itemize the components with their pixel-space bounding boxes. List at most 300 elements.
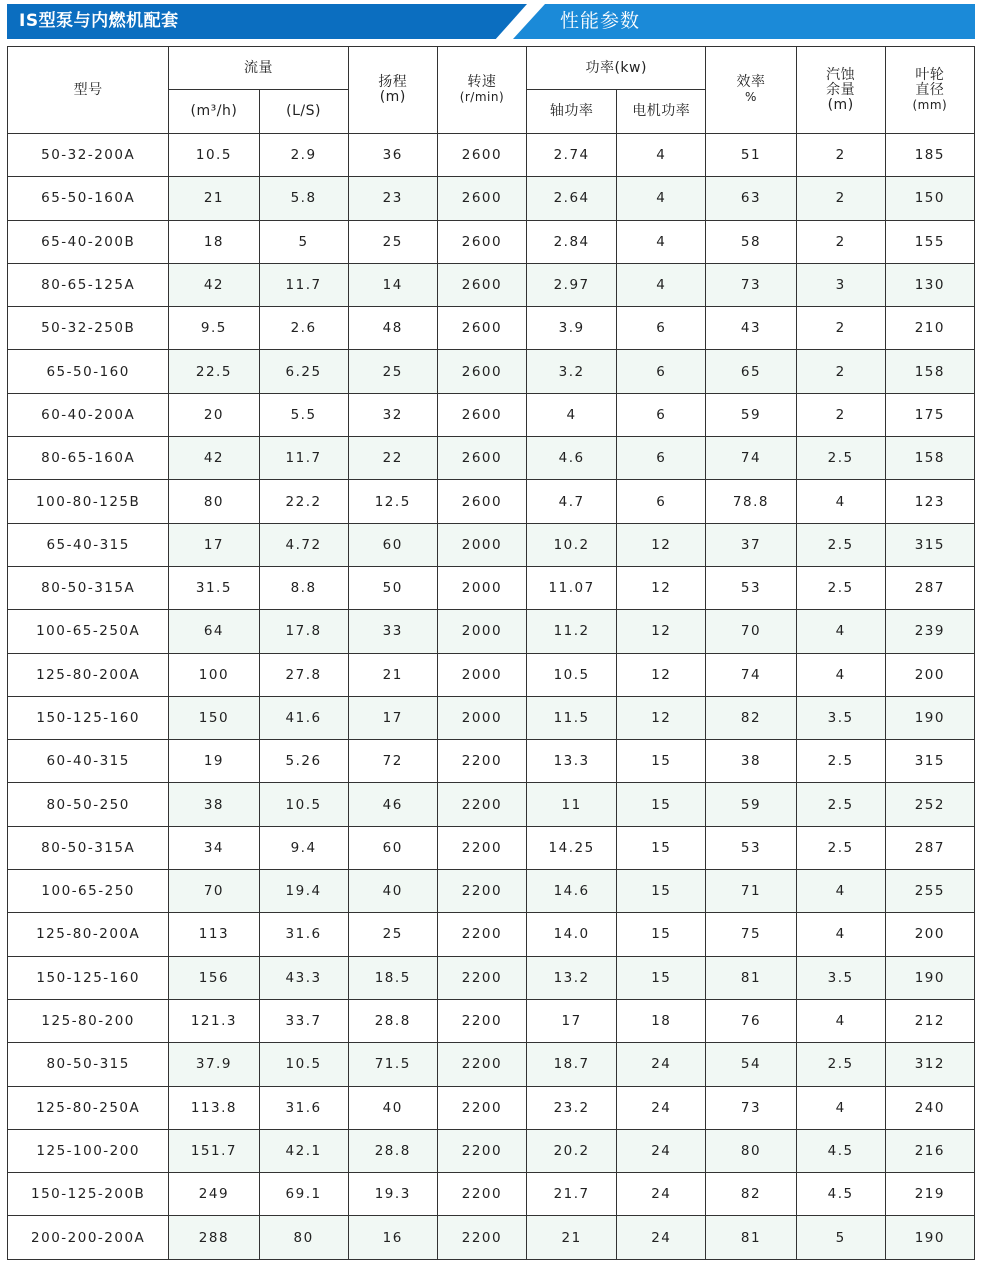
- cell-flow-ls: 19.4: [259, 870, 348, 913]
- cell-model: 125-100-200: [8, 1129, 169, 1172]
- cell-shaft-power: 11.07: [527, 566, 617, 609]
- cell-flow-m3h: 156: [169, 956, 259, 999]
- cell-speed: 2200: [437, 1086, 526, 1129]
- cell-efficiency: 81: [706, 956, 796, 999]
- cell-model: 80-50-250: [8, 783, 169, 826]
- cell-shaft-power: 2.64: [527, 177, 617, 220]
- cell-speed: 2200: [437, 956, 526, 999]
- table-row: [8, 523, 975, 566]
- cell-shaft-power: 10.5: [527, 653, 617, 696]
- cell-speed: 2600: [437, 134, 526, 177]
- cell-npsh: 2.5: [796, 437, 885, 480]
- cell-speed: 2000: [437, 696, 526, 739]
- cell-flow-ls: 31.6: [259, 913, 348, 956]
- cell-flow-ls: 5.8: [259, 177, 348, 220]
- cell-impeller-diameter: 315: [885, 740, 974, 783]
- cell-impeller-diameter: 190: [885, 696, 974, 739]
- cell-impeller-diameter: 123: [885, 480, 974, 523]
- cell-shaft-power: 4: [527, 393, 617, 436]
- cell-efficiency: 73: [706, 1086, 796, 1129]
- cell-flow-m3h: 151.7: [169, 1129, 259, 1172]
- cell-speed: 2000: [437, 610, 526, 653]
- cell-impeller-diameter: 210: [885, 307, 974, 350]
- cell-efficiency: 70: [706, 610, 796, 653]
- cell-head: 19.3: [348, 1173, 437, 1216]
- table-row: [8, 1216, 975, 1259]
- cell-flow-ls: 10.5: [259, 783, 348, 826]
- cell-model: 80-65-125A: [8, 263, 169, 306]
- cell-motor-power: 15: [617, 870, 706, 913]
- cell-flow-m3h: 100: [169, 653, 259, 696]
- cell-flow-ls: 5.5: [259, 393, 348, 436]
- cell-efficiency: 74: [706, 653, 796, 696]
- cell-shaft-power: 21: [527, 1216, 617, 1259]
- cell-head: 18.5: [348, 956, 437, 999]
- cell-impeller-diameter: 200: [885, 653, 974, 696]
- cell-impeller-diameter: 150: [885, 177, 974, 220]
- cell-speed: 2600: [437, 393, 526, 436]
- cell-speed: 2200: [437, 870, 526, 913]
- cell-flow-ls: 11.7: [259, 263, 348, 306]
- cell-efficiency: 37: [706, 523, 796, 566]
- cell-model: 200-200-200A: [8, 1216, 169, 1259]
- cell-motor-power: 6: [617, 480, 706, 523]
- table-row: [8, 220, 975, 263]
- cell-impeller-diameter: 185: [885, 134, 974, 177]
- cell-npsh: 4: [796, 913, 885, 956]
- cell-shaft-power: 2.97: [527, 263, 617, 306]
- cell-flow-ls: 43.3: [259, 956, 348, 999]
- cell-npsh: 4.5: [796, 1173, 885, 1216]
- cell-efficiency: 75: [706, 913, 796, 956]
- cell-speed: 2200: [437, 1173, 526, 1216]
- cell-impeller-diameter: 130: [885, 263, 974, 306]
- cell-npsh: 4: [796, 870, 885, 913]
- cell-model: 80-65-160A: [8, 437, 169, 480]
- cell-head: 12.5: [348, 480, 437, 523]
- header-npsh: 汽蚀 余量 (m): [796, 47, 885, 134]
- cell-model: 60-40-200A: [8, 393, 169, 436]
- cell-flow-ls: 22.2: [259, 480, 348, 523]
- cell-head: 36: [348, 134, 437, 177]
- cell-model: 150-125-160: [8, 696, 169, 739]
- cell-model: 80-50-315A: [8, 566, 169, 609]
- cell-motor-power: 15: [617, 783, 706, 826]
- table-body: [8, 134, 975, 1260]
- cell-speed: 2200: [437, 1216, 526, 1259]
- cell-flow-m3h: 17: [169, 523, 259, 566]
- cell-motor-power: 12: [617, 696, 706, 739]
- cell-speed: 2600: [437, 350, 526, 393]
- cell-shaft-power: 11.2: [527, 610, 617, 653]
- cell-flow-m3h: 9.5: [169, 307, 259, 350]
- performance-table: [7, 46, 975, 1260]
- cell-speed: 2600: [437, 220, 526, 263]
- cell-impeller-diameter: 315: [885, 523, 974, 566]
- cell-flow-m3h: 42: [169, 263, 259, 306]
- cell-head: 28.8: [348, 999, 437, 1042]
- cell-model: 60-40-315: [8, 740, 169, 783]
- cell-motor-power: 15: [617, 826, 706, 869]
- cell-head: 22: [348, 437, 437, 480]
- cell-shaft-power: 3.2: [527, 350, 617, 393]
- cell-shaft-power: 11: [527, 783, 617, 826]
- table-row: [8, 610, 975, 653]
- cell-flow-ls: 17.8: [259, 610, 348, 653]
- cell-speed: 2200: [437, 826, 526, 869]
- table-row: [8, 350, 975, 393]
- table-header: [8, 47, 975, 134]
- cell-efficiency: 53: [706, 566, 796, 609]
- cell-npsh: 4: [796, 999, 885, 1042]
- cell-flow-m3h: 64: [169, 610, 259, 653]
- cell-npsh: 3.5: [796, 956, 885, 999]
- cell-shaft-power: 20.2: [527, 1129, 617, 1172]
- cell-impeller-diameter: 212: [885, 999, 974, 1042]
- table-row: [8, 740, 975, 783]
- cell-efficiency: 58: [706, 220, 796, 263]
- table-row: [8, 999, 975, 1042]
- cell-head: 16: [348, 1216, 437, 1259]
- cell-shaft-power: 23.2: [527, 1086, 617, 1129]
- header-banner: [7, 4, 975, 39]
- cell-motor-power: 24: [617, 1173, 706, 1216]
- cell-shaft-power: 18.7: [527, 1043, 617, 1086]
- table-row: [8, 1086, 975, 1129]
- cell-flow-ls: 33.7: [259, 999, 348, 1042]
- cell-head: 25: [348, 913, 437, 956]
- cell-shaft-power: 13.3: [527, 740, 617, 783]
- cell-head: 60: [348, 826, 437, 869]
- cell-flow-ls: 6.25: [259, 350, 348, 393]
- cell-motor-power: 4: [617, 263, 706, 306]
- cell-model: 125-80-200A: [8, 653, 169, 696]
- cell-npsh: 4: [796, 653, 885, 696]
- header-speed: 转速 (r/min): [437, 47, 526, 134]
- cell-speed: 2200: [437, 740, 526, 783]
- cell-model: 100-80-125B: [8, 480, 169, 523]
- cell-flow-m3h: 34: [169, 826, 259, 869]
- table-row: [8, 263, 975, 306]
- cell-model: 100-65-250A: [8, 610, 169, 653]
- cell-speed: 2000: [437, 653, 526, 696]
- cell-model: 65-40-200B: [8, 220, 169, 263]
- table-row: [8, 307, 975, 350]
- cell-efficiency: 38: [706, 740, 796, 783]
- cell-model: 150-125-200B: [8, 1173, 169, 1216]
- cell-impeller-diameter: 287: [885, 566, 974, 609]
- cell-motor-power: 4: [617, 220, 706, 263]
- cell-impeller-diameter: 155: [885, 220, 974, 263]
- cell-motor-power: 15: [617, 913, 706, 956]
- cell-npsh: 2.5: [796, 566, 885, 609]
- table-row: [8, 1043, 975, 1086]
- cell-speed: 2600: [437, 437, 526, 480]
- cell-head: 46: [348, 783, 437, 826]
- header-flow-m3h: (m³/h): [169, 90, 259, 134]
- cell-head: 40: [348, 870, 437, 913]
- cell-flow-m3h: 121.3: [169, 999, 259, 1042]
- cell-efficiency: 51: [706, 134, 796, 177]
- cell-efficiency: 63: [706, 177, 796, 220]
- cell-model: 50-32-250B: [8, 307, 169, 350]
- cell-shaft-power: 2.84: [527, 220, 617, 263]
- cell-head: 71.5: [348, 1043, 437, 1086]
- cell-motor-power: 24: [617, 1086, 706, 1129]
- cell-flow-ls: 4.72: [259, 523, 348, 566]
- cell-speed: 2200: [437, 913, 526, 956]
- header-impeller: 叶轮 直径 (mm): [885, 47, 974, 134]
- table-row: [8, 134, 975, 177]
- cell-flow-m3h: 18: [169, 220, 259, 263]
- cell-impeller-diameter: 216: [885, 1129, 974, 1172]
- cell-shaft-power: 14.0: [527, 913, 617, 956]
- cell-flow-m3h: 37.9: [169, 1043, 259, 1086]
- cell-head: 17: [348, 696, 437, 739]
- cell-npsh: 2.5: [796, 740, 885, 783]
- cell-motor-power: 24: [617, 1043, 706, 1086]
- table-row: [8, 870, 975, 913]
- cell-shaft-power: 2.74: [527, 134, 617, 177]
- cell-impeller-diameter: 312: [885, 1043, 974, 1086]
- cell-efficiency: 53: [706, 826, 796, 869]
- cell-impeller-diameter: 190: [885, 956, 974, 999]
- cell-motor-power: 4: [617, 177, 706, 220]
- cell-flow-ls: 69.1: [259, 1173, 348, 1216]
- cell-npsh: 2: [796, 220, 885, 263]
- cell-flow-ls: 8.8: [259, 566, 348, 609]
- cell-npsh: 5: [796, 1216, 885, 1259]
- cell-impeller-diameter: 255: [885, 870, 974, 913]
- cell-model: 125-80-200: [8, 999, 169, 1042]
- cell-flow-ls: 2.9: [259, 134, 348, 177]
- cell-flow-ls: 11.7: [259, 437, 348, 480]
- cell-efficiency: 74: [706, 437, 796, 480]
- cell-model: 80-50-315: [8, 1043, 169, 1086]
- cell-flow-m3h: 249: [169, 1173, 259, 1216]
- cell-motor-power: 12: [617, 566, 706, 609]
- cell-head: 23: [348, 177, 437, 220]
- cell-flow-m3h: 22.5: [169, 350, 259, 393]
- cell-model: 50-32-200A: [8, 134, 169, 177]
- cell-speed: 2200: [437, 1043, 526, 1086]
- cell-head: 33: [348, 610, 437, 653]
- cell-shaft-power: 14.25: [527, 826, 617, 869]
- table-row: [8, 393, 975, 436]
- cell-motor-power: 6: [617, 393, 706, 436]
- cell-motor-power: 18: [617, 999, 706, 1042]
- table-row: [8, 1173, 975, 1216]
- cell-npsh: 4.5: [796, 1129, 885, 1172]
- cell-npsh: 4: [796, 1086, 885, 1129]
- cell-flow-m3h: 19: [169, 740, 259, 783]
- cell-model: 65-50-160: [8, 350, 169, 393]
- header-shaft-power: 轴功率: [527, 90, 617, 134]
- cell-impeller-diameter: 200: [885, 913, 974, 956]
- cell-npsh: 3: [796, 263, 885, 306]
- cell-impeller-diameter: 190: [885, 1216, 974, 1259]
- cell-model: 125-80-200A: [8, 913, 169, 956]
- cell-impeller-diameter: 239: [885, 610, 974, 653]
- cell-model: 65-50-160A: [8, 177, 169, 220]
- cell-speed: 2000: [437, 523, 526, 566]
- cell-speed: 2200: [437, 783, 526, 826]
- cell-efficiency: 59: [706, 783, 796, 826]
- cell-shaft-power: 4.6: [527, 437, 617, 480]
- cell-flow-m3h: 38: [169, 783, 259, 826]
- cell-efficiency: 71: [706, 870, 796, 913]
- cell-impeller-diameter: 158: [885, 350, 974, 393]
- cell-motor-power: 15: [617, 740, 706, 783]
- cell-impeller-diameter: 219: [885, 1173, 974, 1216]
- cell-flow-ls: 10.5: [259, 1043, 348, 1086]
- cell-shaft-power: 13.2: [527, 956, 617, 999]
- cell-efficiency: 54: [706, 1043, 796, 1086]
- cell-model: 65-40-315: [8, 523, 169, 566]
- table-row: [8, 437, 975, 480]
- cell-head: 48: [348, 307, 437, 350]
- cell-head: 28.8: [348, 1129, 437, 1172]
- cell-head: 14: [348, 263, 437, 306]
- cell-flow-ls: 5: [259, 220, 348, 263]
- cell-impeller-diameter: 175: [885, 393, 974, 436]
- cell-speed: 2600: [437, 177, 526, 220]
- cell-impeller-diameter: 240: [885, 1086, 974, 1129]
- cell-head: 72: [348, 740, 437, 783]
- table-row: [8, 177, 975, 220]
- cell-npsh: 2: [796, 307, 885, 350]
- cell-head: 21: [348, 653, 437, 696]
- cell-efficiency: 82: [706, 696, 796, 739]
- cell-flow-ls: 41.6: [259, 696, 348, 739]
- cell-npsh: 2.5: [796, 523, 885, 566]
- cell-shaft-power: 14.6: [527, 870, 617, 913]
- cell-flow-ls: 5.26: [259, 740, 348, 783]
- cell-npsh: 2.5: [796, 826, 885, 869]
- cell-shaft-power: 10.2: [527, 523, 617, 566]
- cell-efficiency: 76: [706, 999, 796, 1042]
- banner-title: IS型泵与内燃机配套: [19, 11, 179, 31]
- cell-motor-power: 12: [617, 523, 706, 566]
- cell-model: 125-80-250A: [8, 1086, 169, 1129]
- cell-impeller-diameter: 287: [885, 826, 974, 869]
- cell-flow-ls: 27.8: [259, 653, 348, 696]
- cell-head: 25: [348, 350, 437, 393]
- header-flow: 流量: [169, 47, 348, 90]
- cell-efficiency: 59: [706, 393, 796, 436]
- cell-motor-power: 12: [617, 610, 706, 653]
- cell-flow-m3h: 150: [169, 696, 259, 739]
- table-row: [8, 696, 975, 739]
- cell-model: 100-65-250: [8, 870, 169, 913]
- table-row: [8, 566, 975, 609]
- cell-head: 40: [348, 1086, 437, 1129]
- cell-flow-ls: 9.4: [259, 826, 348, 869]
- cell-flow-m3h: 42: [169, 437, 259, 480]
- cell-flow-ls: 42.1: [259, 1129, 348, 1172]
- cell-motor-power: 6: [617, 350, 706, 393]
- table-row: [8, 956, 975, 999]
- cell-motor-power: 24: [617, 1129, 706, 1172]
- cell-shaft-power: 17: [527, 999, 617, 1042]
- header-motor-power: 电机功率: [617, 90, 706, 134]
- cell-npsh: 2.5: [796, 1043, 885, 1086]
- cell-npsh: 4: [796, 610, 885, 653]
- cell-shaft-power: 11.5: [527, 696, 617, 739]
- banner-subtitle: 性能参数: [560, 10, 641, 32]
- cell-motor-power: 4: [617, 134, 706, 177]
- table-row: [8, 1129, 975, 1172]
- cell-shaft-power: 4.7: [527, 480, 617, 523]
- cell-speed: 2200: [437, 1129, 526, 1172]
- cell-motor-power: 6: [617, 307, 706, 350]
- cell-flow-ls: 31.6: [259, 1086, 348, 1129]
- cell-impeller-diameter: 252: [885, 783, 974, 826]
- cell-head: 50: [348, 566, 437, 609]
- cell-efficiency: 80: [706, 1129, 796, 1172]
- cell-flow-m3h: 21: [169, 177, 259, 220]
- cell-speed: 2200: [437, 999, 526, 1042]
- header-head: 扬程 (m): [348, 47, 437, 134]
- cell-speed: 2600: [437, 480, 526, 523]
- table-row: [8, 826, 975, 869]
- cell-impeller-diameter: 158: [885, 437, 974, 480]
- cell-flow-m3h: 10.5: [169, 134, 259, 177]
- cell-npsh: 4: [796, 480, 885, 523]
- cell-efficiency: 65: [706, 350, 796, 393]
- cell-head: 25: [348, 220, 437, 263]
- cell-flow-m3h: 20: [169, 393, 259, 436]
- cell-model: 80-50-315A: [8, 826, 169, 869]
- cell-efficiency: 82: [706, 1173, 796, 1216]
- cell-flow-m3h: 113: [169, 913, 259, 956]
- table-row: [8, 480, 975, 523]
- cell-npsh: 3.5: [796, 696, 885, 739]
- cell-flow-m3h: 113.8: [169, 1086, 259, 1129]
- cell-motor-power: 6: [617, 437, 706, 480]
- cell-efficiency: 43: [706, 307, 796, 350]
- table-row: [8, 783, 975, 826]
- header-flow-ls: (L/S): [259, 90, 348, 134]
- header-efficiency: 效率 %: [706, 47, 796, 134]
- cell-motor-power: 15: [617, 956, 706, 999]
- cell-shaft-power: 3.9: [527, 307, 617, 350]
- cell-model: 150-125-160: [8, 956, 169, 999]
- cell-head: 60: [348, 523, 437, 566]
- cell-npsh: 2.5: [796, 783, 885, 826]
- cell-motor-power: 24: [617, 1216, 706, 1259]
- cell-motor-power: 12: [617, 653, 706, 696]
- cell-npsh: 2: [796, 134, 885, 177]
- cell-flow-m3h: 80: [169, 480, 259, 523]
- cell-efficiency: 73: [706, 263, 796, 306]
- cell-npsh: 2: [796, 393, 885, 436]
- cell-flow-m3h: 70: [169, 870, 259, 913]
- table-row: [8, 913, 975, 956]
- cell-shaft-power: 21.7: [527, 1173, 617, 1216]
- cell-npsh: 2: [796, 350, 885, 393]
- header-power: 功率(kw): [527, 47, 706, 90]
- cell-efficiency: 81: [706, 1216, 796, 1259]
- cell-speed: 2600: [437, 263, 526, 306]
- cell-flow-m3h: 288: [169, 1216, 259, 1259]
- cell-speed: 2600: [437, 307, 526, 350]
- cell-head: 32: [348, 393, 437, 436]
- header-model: 型号: [8, 47, 169, 134]
- cell-speed: 2000: [437, 566, 526, 609]
- cell-flow-m3h: 31.5: [169, 566, 259, 609]
- cell-npsh: 2: [796, 177, 885, 220]
